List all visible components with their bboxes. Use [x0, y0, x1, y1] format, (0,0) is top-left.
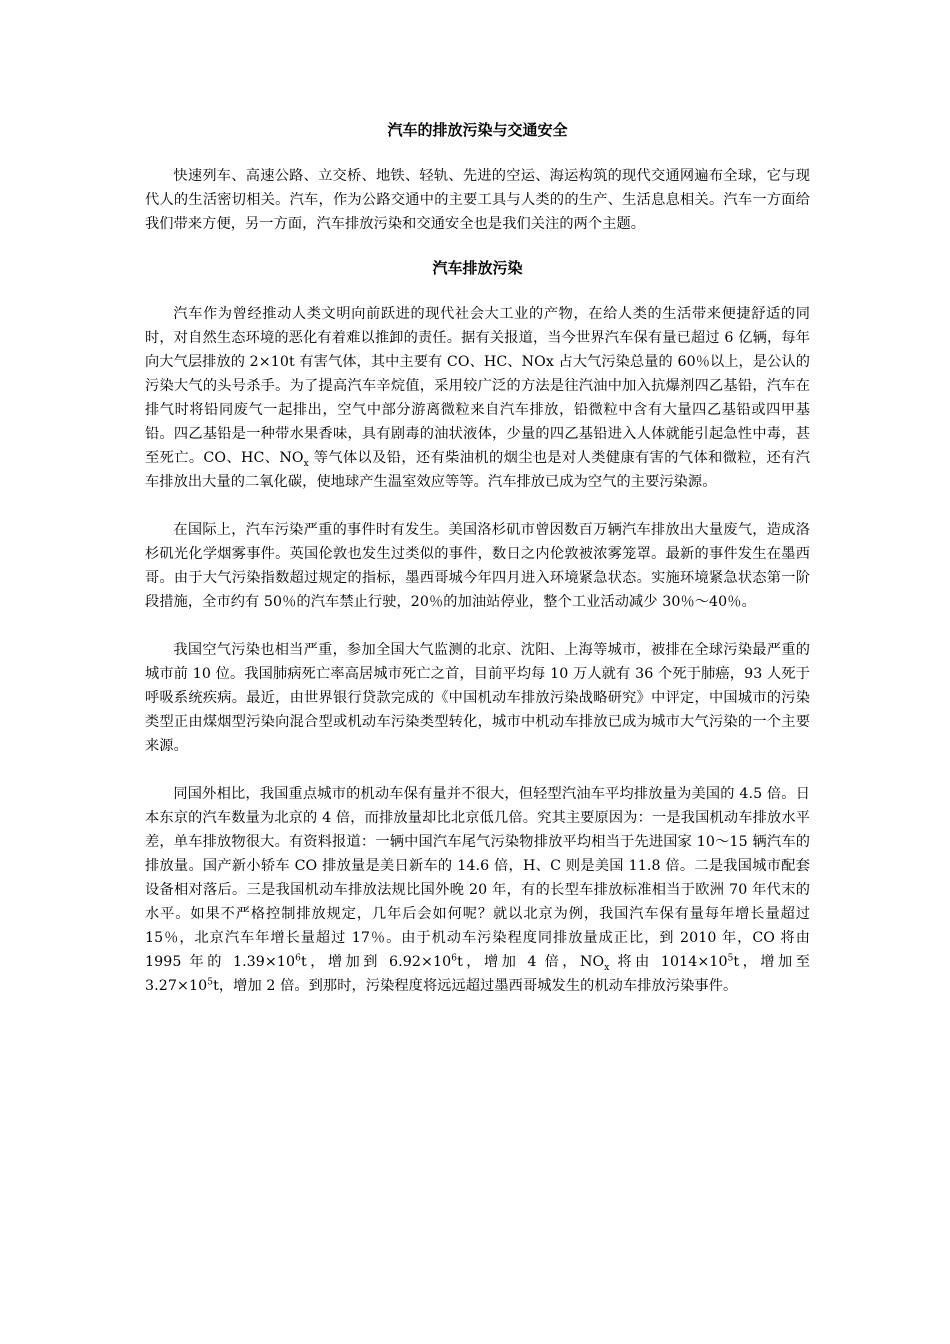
paragraph-text: 等气体以及铅，还有柴油机的烟尘也是对人类健康有害的气体和微粒，还有汽车排放出大量的二氧化碳，使地球产生温室效应等等。汽车排放已成为空气的主要污染源。: [145, 450, 810, 490]
document-title: 汽车的排放污染与交通安全: [387, 121, 568, 139]
subscript: x: [303, 458, 309, 469]
section-title: 汽车排放污染: [432, 259, 523, 277]
paragraph-text: 汽车作为曾经推动人类文明向前跃进的现代社会大工业的产物，在给人类的生活带来便捷舒适的同时，对自然生态环境的恶化有着难以推卸的责任。据有关报道，当今世界汽车保有量已超过 6 亿辆，每年向大气层排放的 2×10t 有害气体，其中主要有 CO、HC、NOx 占大气污染总量的 60％以上，是公认的污染大气的头号杀手。为了提高汽车辛烷值，采用较广泛的方法是往汽油中加入抗爆剂四乙基铅，汽车在排气时将铅同废气一起排出，空气中部分游离微粒来自汽车排放，铅微粒中含有大量四乙基铅或四甲基铅。四乙基铅是一种带水果香味，具有剧毒的油状液体，少量的四乙基铅进入人体就能引起急性中毒，甚至死亡。CO、HC、NO: [145, 306, 810, 466]
paragraph-international-incidents: 在国际上，汽车污染严重的事件时有发生。美国洛杉矶市曾因数百万辆汽车排放出大量废气，造成洛杉矶光化学烟雾事件。英国伦敦也发生过类似的事件，数日之内伦敦被浓雾笼罩。最新的事件发生在墨西哥。由于大气污染指数超过规定的指标，墨西哥城今年四月进入环境紧急状态。实施环境紧急状态第一阶段措施，全市约有 50％的汽车禁止行驶，20％的加油站停业，整个工业活动减少 30％～40％。: [145, 522, 810, 610]
paragraph-text: 将由 1014×10: [609, 954, 728, 970]
intro-paragraph: 快速列车、高速公路、立交桥、地铁、轻轨、先进的空运、海运构筑的现代交通网遍布全球，它与现代人的生活密切相关。汽车，作为公路交通中的主要工具与人类的的生产、生活息息相关。汽车一方面给我们带来方便，另一方面，汽车排放污染和交通安全也是我们关注的两个主题。: [145, 168, 810, 232]
paragraph-text: t，增加 2 倍。到那时，污染程度将远远超过墨西哥城发生的机动车排放污染事件。: [213, 978, 738, 994]
paragraph-text: 同国外相比，我国重点城市的机动车保有量并不很大，但轻型汽油车平均排放量为美国的 4.5 倍。日本东京的汽车数量为北京的 4 倍，而排放量却比北京低几倍。究其主要原因为：一是我国机动车排放水平差，单车排放物很大。有资料报道：一辆中国汽车尾气污染物排放平均相当于先进国家 10～15 辆汽车的排放量。国产新小轿车 CO 排放量是美日新车的 14.6 倍，H、C 则是美国 11.8 倍。二是我国城市配套设备相对落后。三是我国机动车排放法规比国外晚 20 年，有的长型车排放标准相当于欧洲 70 年代末的水平。如果不严格控制排放规定，几年后会如何呢？就以北京为例，我国汽车保有量每年增长量超过 15％，北京汽车年增长量超过 17％。由于机动车污染程度同排放量成正比，到 2010 年，CO 将由 1995 年的 1.39×10: [145, 786, 810, 970]
superscript: 5: [727, 953, 734, 964]
paragraph-text: t，增加 4 倍，NO: [457, 954, 605, 970]
superscript: 6: [451, 953, 458, 964]
subscript: x: [604, 962, 610, 973]
paragraph-china-air-pollution: 我国空气污染也相当严重，参加全国大气监测的北京、沈阳、上海等城市，被排在全球污染最严重的城市前 10 位。我国肺病死亡率高居城市死亡之首，目前平均每 10 万人就有 36 个死于肺癌，93 人死于呼吸系统疾病。最近，由世界银行贷款完成的《中国机动车排放污染战略研究》中评定，中国城市的污染类型正由煤烟型污染向混合型或机动车污染类型转化，城市中机动车排放已成为城市大气污染的一个主要来源。: [145, 642, 810, 754]
paragraph-text: t，增加到 6.92×10: [301, 954, 452, 970]
superscript: 6: [295, 953, 301, 964]
paragraph-comparison: [145, 782, 810, 998]
paragraph-text: t，增加至 3.27×10: [145, 954, 810, 994]
document-page: [145, 118, 810, 1022]
paragraph-emissions-overview: [145, 302, 810, 494]
superscript: 5: [207, 977, 214, 988]
